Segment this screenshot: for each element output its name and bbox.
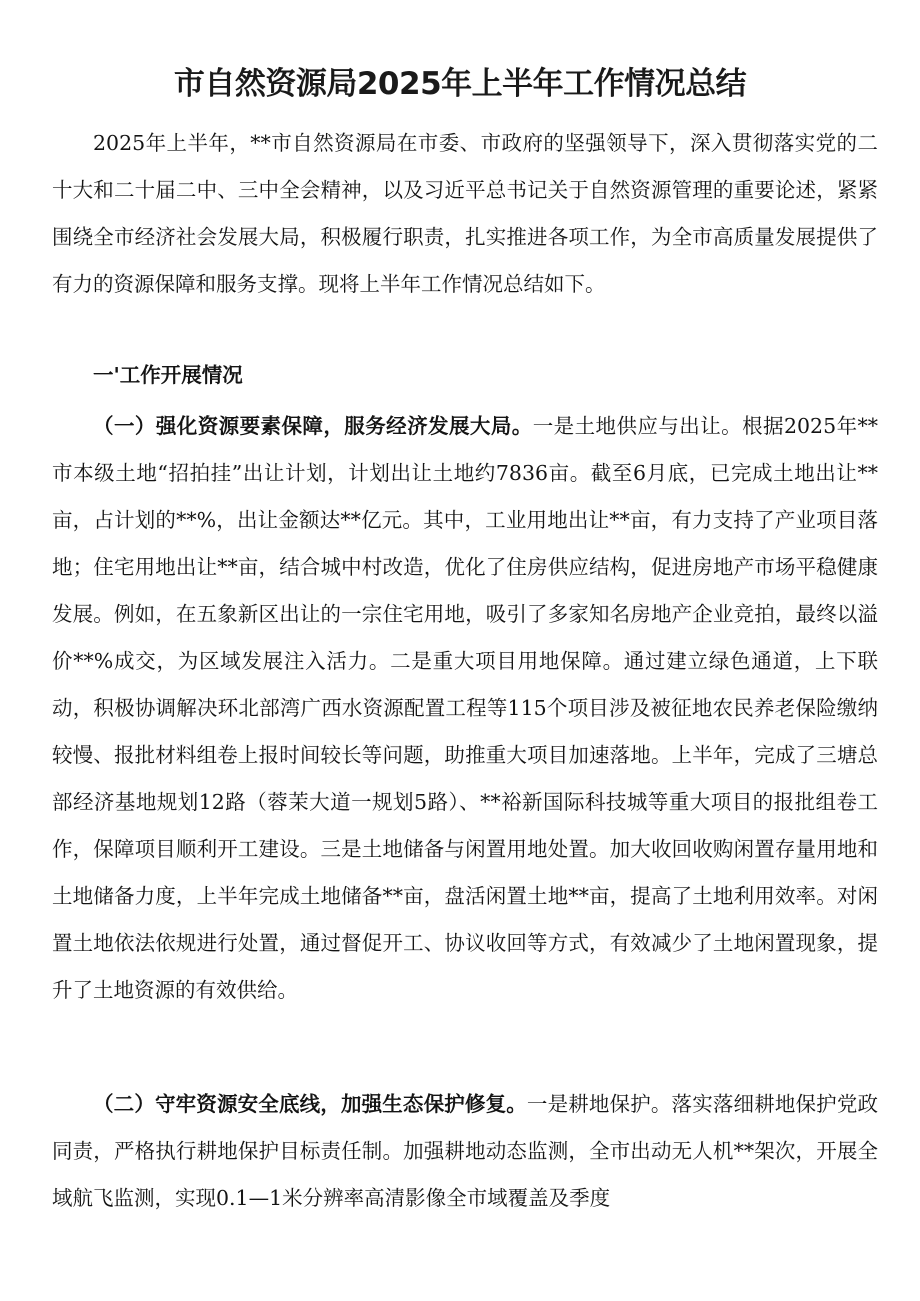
subsection-1-text: 一是土地供应与出让。根据2025年**市本级土地“招拍挂”出让计划，计划出让土地约7836亩。截至6月底，已完成土地出让**亩，占计划的**%，出让金额达**亿元。其中，工业用地出让**亩，有力支持了产业项目落地；住宅用地出让**亩，结合城中村改造，优化了住房供应结构，促进房地产市场平稳健康发展。例如，在五象新区出让的一宗住宅用地，吸引了多家知名房地产企业竞拍，最终以溢价**%成交，为区域发展注入活力。二是重大项目用地保障。通过建立绿色通道，上下联动，积极协调解决环北部湾广西水资源配置工程等115个项目涉及被征地农民养老保险缴纳较慢、报批材料组卷上报时间较长等问题，助推重大项目加速落地。上半年，完成了三塘总部经济基地规划12路（蓉茉大道一规划5路）、**裕新国际科技城等重大项目的报批组卷工作，保障项目顺利开工建设。三是土地储备与闲置用地处置。加大收回收购闲置存量用地和土地储备力度，上半年完成土地储备**亩，盘活闲置土地**亩，提高了土地利用效率。对闲置土地依法依规进行处置，通过督促开工、协议收回等方式，有效减少了土地闲置现象，提升了土地资源的有效供给。 bbox=[52, 414, 879, 1002]
subsection-1-paragraph bbox=[52, 403, 878, 1014]
subsection-2-heading: （二）守牢资源安全底线，加强生态保护修复。 bbox=[93, 1092, 527, 1116]
section-heading-1: 一'工作开展情况 bbox=[93, 363, 243, 387]
subsection-2-text: 一是耕地保护。落实落细耕地保护党政同责，严格执行耕地保护目标责任制。加强耕地动态监测，全市出动无人机**架次，开展全域航飞监测，实现0.1—1米分辨率高清影像全市域覆盖及季度 bbox=[52, 1092, 878, 1210]
subsection-2-paragraph bbox=[52, 1081, 878, 1222]
intro-paragraph: 2025年上半年，**市自然资源局在市委、市政府的坚强领导下，深入贯彻落实党的二十大和二十届二中、三中全会精神，以及习近平总书记关于自然资源管理的重要论述，紧紧围绕全市经济社会发展大局，积极履行职责，扎实推进各项工作，为全市高质量发展提供了有力的资源保障和服务支撑。现将上半年工作情况总结如下。 bbox=[52, 131, 878, 296]
subsection-1-heading: （一）强化资源要素保障，服务经济发展大局。 bbox=[93, 414, 533, 438]
document-title: 市自然资源局2025年上半年工作情况总结 bbox=[173, 66, 747, 102]
